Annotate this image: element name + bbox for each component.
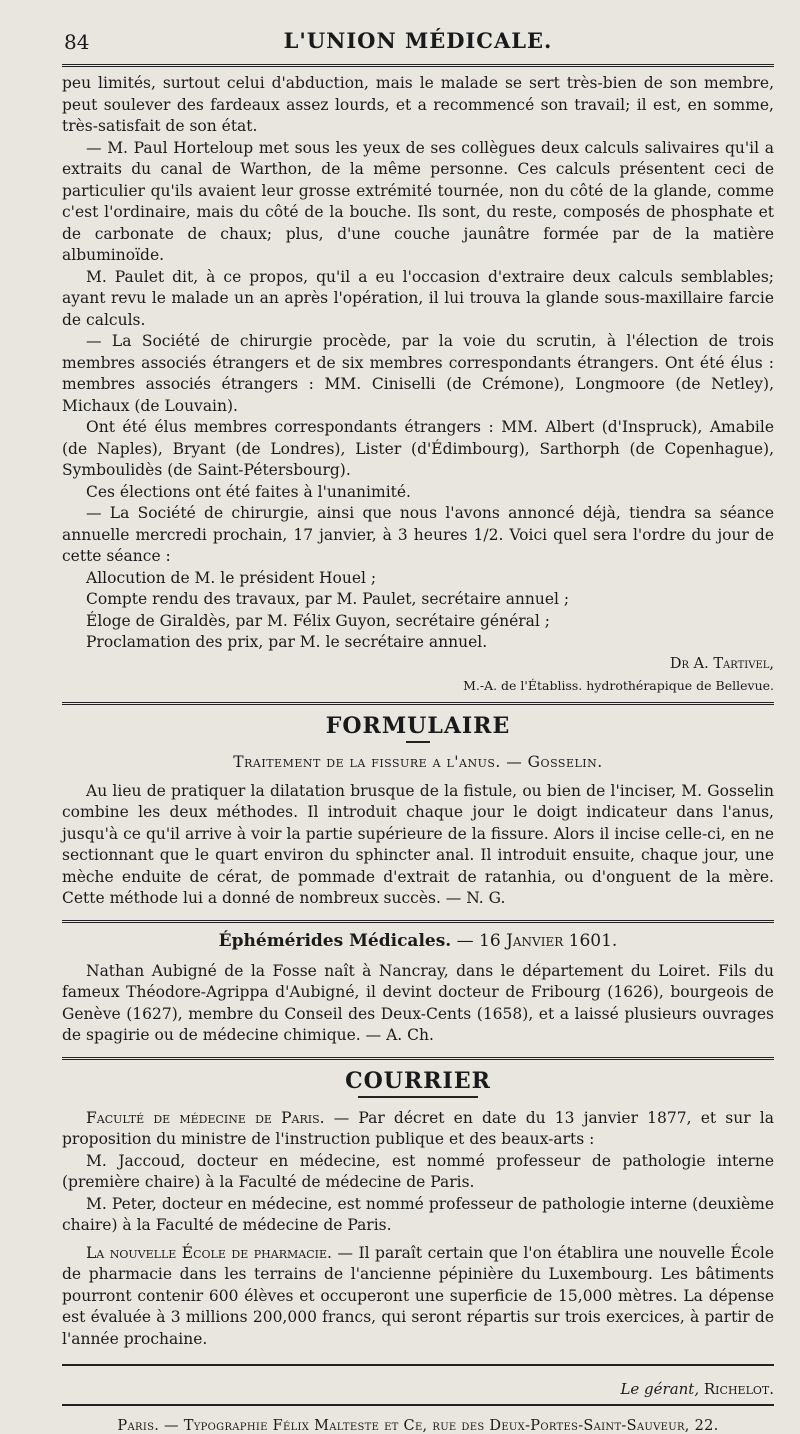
title-underbar bbox=[406, 741, 430, 743]
ephemerides-date: — 16 Janvier 1601. bbox=[456, 930, 618, 951]
gerant-name: Richelot. bbox=[703, 1380, 774, 1398]
section-rule bbox=[62, 1057, 774, 1060]
paragraph: — La Société de chirurgie, ainsi que nous l'avons annoncé déjà, tiendra sa séance annuelle mercredi prochain, 17 janvier, à 3 heures 1/2. Voici quel sera l'ordre du jour de cette séance : bbox=[62, 504, 774, 565]
society-report bbox=[62, 73, 774, 696]
section-subtitle: Traitement de la fissure a l'anus. — Gosselin. bbox=[233, 752, 603, 771]
run-in-heading: Faculté de médecine de Paris. bbox=[86, 1108, 325, 1127]
agenda-item: Proclamation des prix, par M. le secrétaire annuel. bbox=[86, 633, 488, 651]
paragraph-text: — Par décret en date du 13 janvier 1877, et sur la proposition du ministre de l'instruction publique et des beaux-arts : bbox=[62, 1108, 774, 1148]
imprint-rule bbox=[62, 1404, 774, 1406]
paragraph: Ces élections ont été faites à l'unanimité. bbox=[86, 482, 411, 501]
author-signature: Dr A. Tartivel, bbox=[669, 655, 774, 672]
paragraph-text: — Il paraît certain que l'on établira une nouvelle École de pharmacie dans les terrains de l'ancienne pépinière du Luxembourg. Les bâtiments pourront contenir 600 élèves et occuperont une superficie de 15,000 mètres. La dépense est évaluée à 3 millions 200,000 francs, qui seront répartis sur trois exercices, à partir de l'année prochaine. bbox=[62, 1243, 774, 1348]
paragraph: Nathan Aubigné de la Fosse naît à Nancray, dans le département du Loiret. Fils du fameux Théodore-Agrippa d'Aubigné, il devint docteur de Fribourg (1626), bourgeois de Genève (1627), membre du Conseil des Deux-Cents (1658), et a laissé plusieurs ouvrages de spagirie ou de médecine chimique. — A. Ch. bbox=[62, 961, 774, 1044]
section-title: FORMULAIRE bbox=[325, 712, 511, 739]
paragraph: — M. Paul Horteloup met sous les yeux de ses collègues deux calculs salivaires qu'il a extraits du canal de Warthon, de la même personne. Ces calculs présentent ceci de particulier qu'ils avaient leur grosse extrémité tournée, non du côté de la glande, comme c'est l'ordinaire, mais du côté de la bouche. Ils sont, du reste, composés de phosphate et de carbonate de chaux; plus, d'une couche jaunâtre formée par de la matière albuminoïde. bbox=[62, 138, 774, 264]
section-rule bbox=[62, 702, 774, 705]
section-title bbox=[62, 931, 774, 951]
page-number: 84 bbox=[64, 30, 90, 54]
paragraph: — La Société de chirurgie procède, par la voie du scrutin, à l'élection de trois membres associés étrangers et de six membres correspondants étrangers. Ont été élus : membres associés étrangers : MM. Ciniselli (de Crémone), Longmoore (de Netley), Michaux (de Louvain). bbox=[62, 332, 774, 415]
courrier-section bbox=[62, 1068, 774, 1351]
title-underbar bbox=[358, 1096, 478, 1098]
agenda-item: Compte rendu des travaux, par M. Paulet, secrétaire annuel ; bbox=[86, 590, 570, 608]
agenda-item: Éloge de Giraldès, par M. Félix Guyon, secrétaire général ; bbox=[86, 611, 551, 630]
journal-title: L'UNION MÉDICALE. bbox=[283, 28, 553, 53]
paragraph: M. Jaccoud, docteur en médecine, est nommé professeur de pathologie interne (première chaire) à la Faculté de médecine de Paris. bbox=[62, 1151, 774, 1191]
ephemerides-section bbox=[62, 931, 774, 1047]
section-rule bbox=[62, 920, 774, 923]
paragraph bbox=[62, 1243, 774, 1351]
ephemerides-title: Éphémérides Médicales. bbox=[218, 930, 452, 951]
author-affiliation: M.-A. de l'Établiss. hydrothérapique de Bellevue. bbox=[463, 677, 774, 693]
running-header bbox=[62, 22, 774, 64]
formulaire-section bbox=[62, 713, 774, 910]
printer-imprint: Paris. — Typographie Félix Malteste et Ce, rue des Deux-Portes-Saint-Sauveur, 22. bbox=[117, 1418, 719, 1434]
paragraph: Au lieu de pratiquer la dilatation brusque de la fistule, ou bien de l'inciser, M. Gosselin combine les deux méthodes. Il introduit chaque jour le doigt indicateur dans l'anus, jusqu'à ce qu'il arrive à voir la partie supérieure de la fissure. Alors il incise celle-ci, en ne sectionnant que le quart environ du sphincter anal. Il introduit ensuite, chaque jour, une mèche enduite de cérat, de pommade d'extrait de ratanhia, ou d'onguent de la mère. Cette méthode lui a donné de nombreux succès. — N. G. bbox=[62, 781, 774, 907]
agenda-list bbox=[62, 568, 774, 654]
paragraph: peu limités, surtout celui d'abduction, mais le malade se sert très-bien de son membre, peut soulever des fardeaux assez lourds, et a recommencé son travail; il est, en somme, très-satisfait de son état. bbox=[62, 74, 774, 135]
paragraph bbox=[62, 1108, 774, 1151]
agenda-item: Allocution de M. le président Houel ; bbox=[86, 568, 377, 587]
paragraph: M. Paulet dit, à ce propos, qu'il a eu l'occasion d'extraire deux calculs semblables; ayant revu le malade un an après l'opération, il lui trouva la glande sous-maxillaire farcie de calculs. bbox=[62, 267, 774, 329]
paragraph: M. Peter, docteur en médecine, est nommé professeur de pathologie interne (deuxième chaire) à la Faculté de médecine de Paris. bbox=[62, 1194, 774, 1234]
section-title: COURRIER bbox=[345, 1067, 491, 1094]
gerant-label: Le gérant, bbox=[620, 1380, 700, 1398]
run-in-heading: La nouvelle École de pharmacie. bbox=[86, 1243, 332, 1262]
footer-rule bbox=[62, 1364, 774, 1366]
paragraph: Ont été élus membres correspondants étrangers : MM. Albert (d'Inspruck), Amabile (de Naples), Bryant (de Londres), Lister (d'Édimbourg), Sarthorph (de Copenhague), Symboulidès (de Saint-Pétersbourg). bbox=[62, 418, 774, 479]
gerant-line bbox=[62, 1380, 774, 1398]
